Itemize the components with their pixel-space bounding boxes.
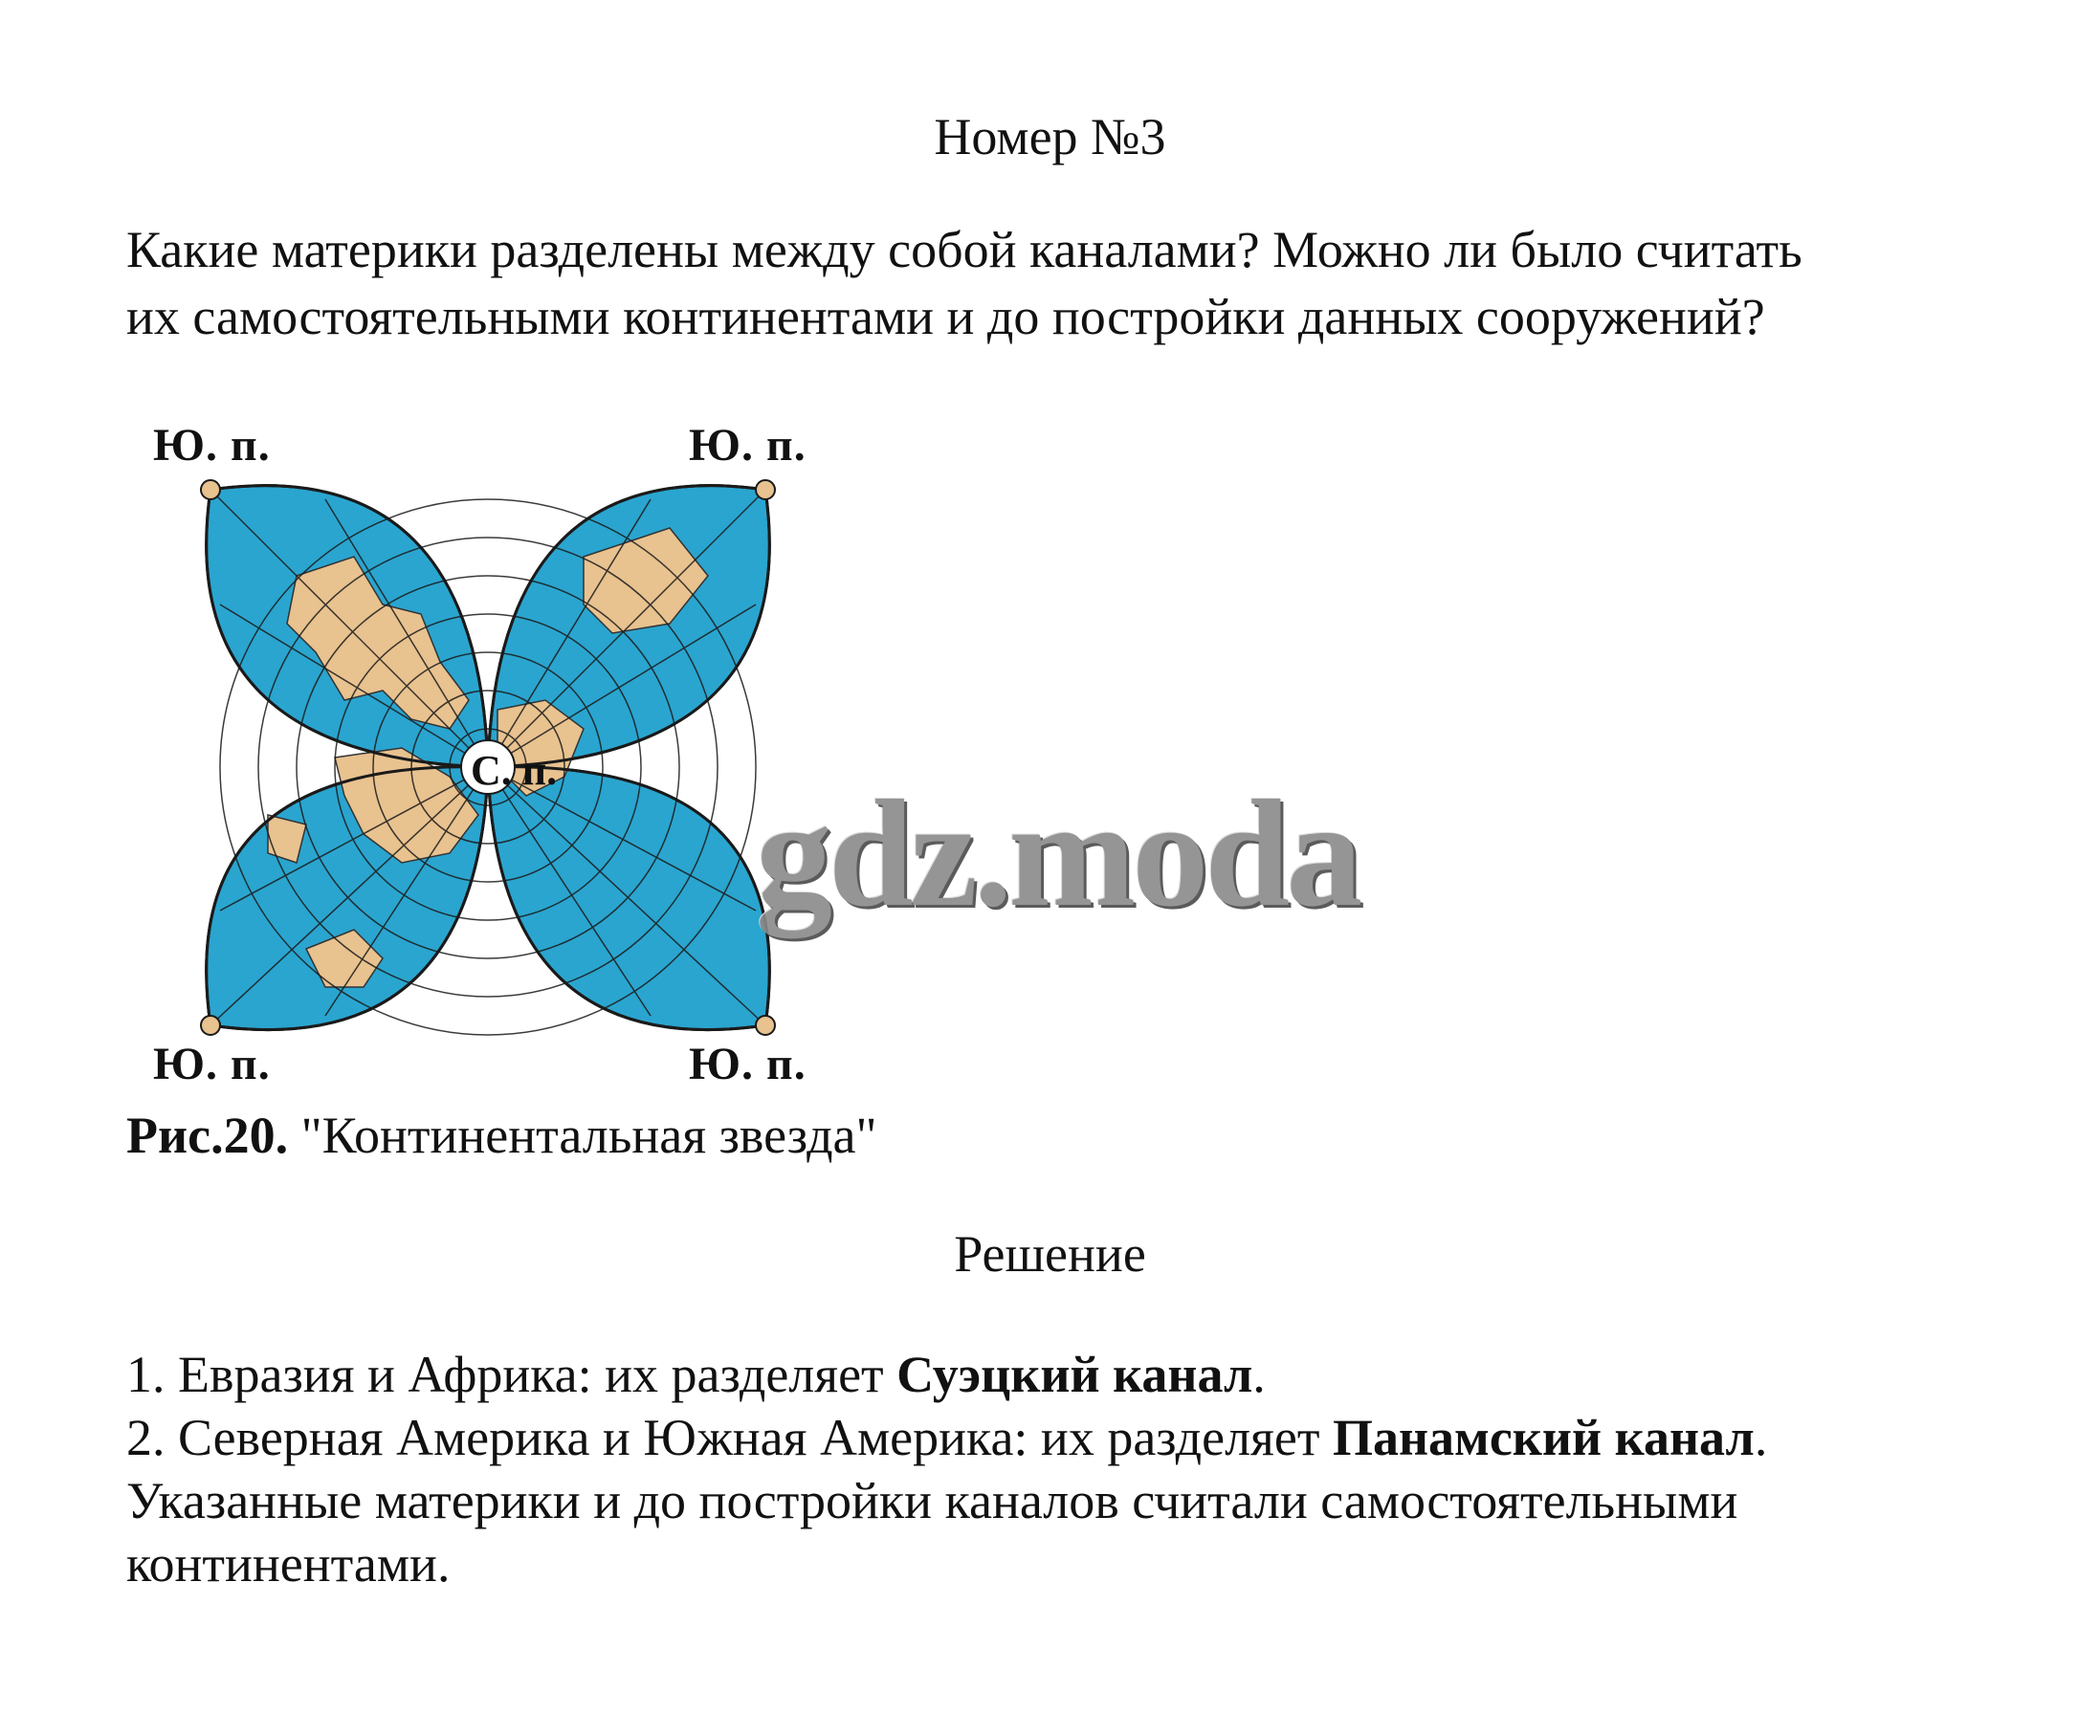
answer-item-1 bbox=[126, 1343, 2040, 1406]
watermark: gdz.moda bbox=[756, 768, 1359, 938]
south-pole-dot-tr bbox=[756, 480, 775, 499]
continental-star-figure bbox=[134, 413, 842, 1092]
answer-text bbox=[126, 1343, 2040, 1595]
figure-caption-text: "Континентальная звезда" bbox=[288, 1107, 877, 1164]
answer-item-2-prefix: 2. Северная Америка и Южная Америка: их разделяет bbox=[126, 1409, 1333, 1466]
south-pole-dot-bl bbox=[201, 1016, 220, 1035]
answer-item-2-suffix: . bbox=[1754, 1409, 1768, 1466]
question-line-1: Какие материки разделены между собой каналами? Можно ли было считать bbox=[126, 221, 1802, 278]
answer-item-2-bold: Панамский канал bbox=[1332, 1409, 1755, 1466]
page-title: Номер №3 bbox=[934, 108, 1166, 165]
answer-item-1-prefix: 1. Евразия и Африка: их разделяет bbox=[126, 1346, 897, 1403]
question-text bbox=[126, 216, 2040, 350]
figure-caption-label: Рис.20. bbox=[126, 1107, 289, 1164]
answer-item-1-bold: Суэцкий канал bbox=[896, 1346, 1253, 1403]
answer-item-2 bbox=[126, 1406, 2040, 1469]
answer-line-3: Указанные материки и до постройки каналов считали самостоятельными bbox=[126, 1472, 1738, 1529]
south-pole-label-bottom-left: Ю. п. bbox=[153, 1039, 271, 1089]
south-pole-label-top-right: Ю. п. bbox=[689, 420, 807, 471]
south-pole-label-top-left: Ю. п. bbox=[153, 420, 271, 471]
answer-item-1-suffix: . bbox=[1252, 1346, 1266, 1403]
south-pole-label-bottom-right: Ю. п. bbox=[689, 1039, 807, 1089]
south-pole-dot-tl bbox=[201, 480, 220, 499]
answer-line-4: континентами. bbox=[126, 1535, 451, 1593]
figure-caption bbox=[126, 1102, 877, 1169]
south-pole-dot-br bbox=[756, 1016, 775, 1035]
north-pole-label: С. п. bbox=[471, 747, 558, 794]
solution-heading: Решение bbox=[954, 1225, 1146, 1283]
question-line-2: их самостоятельными континентами и до постройки данных сооружений? bbox=[126, 288, 1765, 345]
